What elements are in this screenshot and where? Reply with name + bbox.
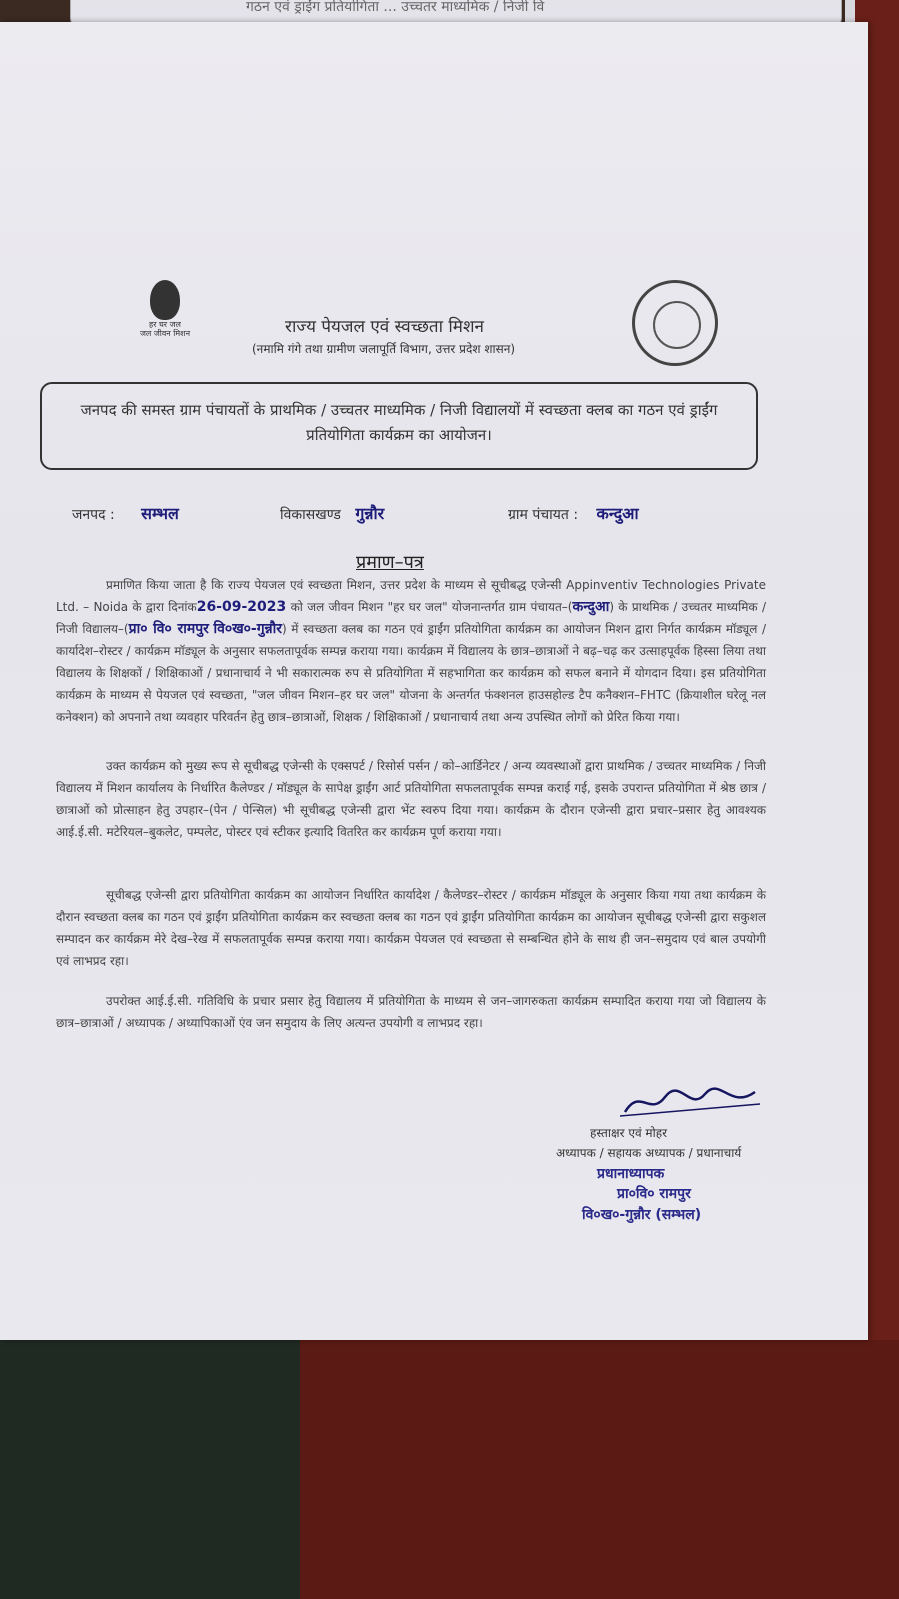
handwritten-date: 26-09-2023 [196,599,287,615]
stamp-line-3: वि०ख०-गुन्नौर (सम्भल) [582,1207,702,1223]
block-field [280,502,384,524]
paragraph-4: उपरोक्त आई.ई.सी. गतिविधि के प्रचार प्रसार हेतु विद्यालय में प्रतियोगिता के माध्यम से जन–जागरुकता कार्यक्रम सम्पादित कराया गया जो विद्यालय के छात्र–छात्राओं / अध्यापक / अध्यापिकाओं एंव जन समुदाय के लिए अत्यन्त उपयोगी व लाभप्रद रहा। [56,994,766,1030]
handwritten-gp: कन्दुआ [572,599,610,615]
gp-label: ग्राम पंचायत : [508,507,579,523]
logo-caption-1: हर घर जल [149,320,181,329]
water-drop-icon [150,280,180,320]
janpad-field [72,502,179,524]
handwritten-school: प्रा० वि० रामपुर [128,621,209,637]
up-government-seal-icon [632,280,718,366]
gp-value: कन्दुआ [596,504,639,523]
block-label: विकासखण्ड [280,507,341,523]
gp-field [508,502,639,524]
p1-text-c: ) के प्राथमिक / उच्चतर माध्यमिक / निजी विद्यालय–( [56,600,766,636]
header-subtitle: (नमामि गंगे तथा ग्रामीण जलापूर्ति विभाग, उत्तर प्रदेश शासन) [252,342,516,356]
role-label: अध्यापक / सहायक अध्यापक / प्रधानाचार्य [556,1146,742,1160]
certificate-sheet [0,22,868,1340]
p1-text-d: ) में स्वच्छता क्लब का गठन एवं ड्राईंग प्रतियोगिता कार्यक्रम का आयोजन मिशन द्वारा निर्गत कार्यक्रम मॉड्यूल / कार्यादेश–रोस्टर / कार्यक्रम मॉड्यूल के अनुसार सफलतापूर्वक सम्पन्न कराया गया। कार्यक्रम में विद्यालय के छात्र–छात्राओं ने बढ़–चढ़ कर उत्साहपूर्वक हिस्सा लिया तथा विद्यालय के शिक्षकों / शिक्षिकाओं / प्रधानाचार्य ने भी सकारात्मक रुप से प्रतियोगिता में सहभागिता कर कार्यक्रम को सफल बनाने में योगदान दिया। इस प्रतियोगिता कार्यक्रम के माध्यम से पेयजल एवं स्वच्छता, "जल जीवन मिशन–हर घर जल" योजना के अन्तर्गत फंक्शनल हाउसहोल्ड टैप कनैक्शन–FHTC (क्रियाशील घरेलू नल कनेक्शन) को अपनाने तथा व्यवहार परिवर्तन हेतु छात्र–छात्राओं, शिक्षक / शिक्षिकाओं / प्रधानाचार्य तथा अन्य उपस्थित लोगों को प्रेरित किया गया। [56,622,766,724]
header-title: राज्य पेयजल एवं स्वच्छता मिशन [285,317,484,337]
paragraph-2: उक्त कार्यक्रम को मुख्य रूप से सूचीबद्ध एजेन्सी के एक्सपर्ट / रिसोर्स पर्सन / को–आर्डिनेटर / अन्य व्यवस्थाओं द्वारा प्राथमिक / उच्चतर माध्यमिक / निजी विद्यालय में मिशन कार्यालय के निर्धारित कैलेण्डर / मॉड्यूल के सापेक्ष ड्राईंग आर्ट प्रतियोगिता सफलतापूर्वक सम्पन्न कराई गई, इसके उपरान्त प्रतियोगिता में श्रेष्ठ छात्र / छात्राओं को प्रोत्साहन हेतु उपहार–(पेन / पेन्सिल) भी सूचीबद्ध एजेन्सी द्वारा भेंट स्वरुप दिया गया। कार्यक्रम के दौरान एजेन्सी द्वारा प्रचार–प्रसार हेतु आवश्यक आई.ई.सी. मटेरियल–बुकलेट, पम्पलेट, पोस्टर एवं स्टीकर इत्यादि वितरित कर कार्यक्रम पूर्ण कराया गया। [56,759,766,839]
background-table [300,1340,899,1599]
paragraph-1 [56,574,766,728]
stamp-line-1: प्रधानाध्यापक [597,1166,665,1182]
subject-box: जनपद की समस्त ग्राम पंचायतों के प्राथमिक / उच्चतर माध्यमिक / निजी विद्यालयों में स्वच्छता क्लब का गठन एवं ड्राईंग प्रतियोगिता कार्यक्रम का आयोजन। [40,382,758,470]
paragraph-3: सूचीबद्ध एजेन्सी द्वारा प्रतियोगिता कार्यक्रम का आयोजन निर्धारित कार्यादेश / कैलेण्डर–रोस्टर / कार्यक्रम मॉड्यूल के अनुसार किया गया तथा कार्यक्रम के दौरान स्वच्छता क्लब का गठन एवं ड्राईंग प्रतियोगिता कार्यक्रम कर स्वच्छता क्लब का गठन एवं ड्राईंग प्रतियोगिता कार्यक्रम का आयोजन सूचीबद्ध एजेन्सी द्वारा सकुशल सम्पादन कर कार्यक्रम मेरे देख–रेख में सफलतापूर्वक सम्पन्न कराया गया। कार्यक्रम पेयजल एवं स्वच्छता से सम्बन्धित होने के साथ ही जन–समुदाय एवं बाल उपयोगी एवं लाभप्रद रहा। [56,888,766,968]
certificate-title: प्रमाण–पत्र [356,552,424,573]
janpad-label: जनपद : [72,507,115,523]
jal-jeevan-mission-logo [130,280,200,360]
background-floor [0,1340,330,1599]
p1-text-a: प्रमाणित किया जाता है कि राज्य पेयजल एवं स्वच्छता मिशन, उत्तर प्रदेश के माध्यम से सूचीबद्ध एजेन्सी Appinventiv Technologies Private Ltd. – Noida के द्वारा दिनांक [56,578,766,614]
logo-caption-2: जल जीवन मिशन [139,329,191,338]
signature [620,1082,760,1122]
p1-text-b: को जल जीवन मिशन "हर घर जल" योजनान्तर्गत ग्राम पंचायत–( [290,600,573,614]
block-value: गुन्नौर [355,504,385,523]
janpad-value: सम्भल [141,504,179,523]
handwritten-block: वि०ख०-गुन्नौर [213,621,282,637]
top-paper-text: गठन एवं ड्राईंग प्रतियोगिता ... उच्चतर माध्यमिक / निजी वि [246,0,545,15]
signature-label: हस्ताक्षर एवं मोहर [590,1126,668,1140]
stamp-line-2: प्रा०वि० रामपुर [617,1186,691,1202]
